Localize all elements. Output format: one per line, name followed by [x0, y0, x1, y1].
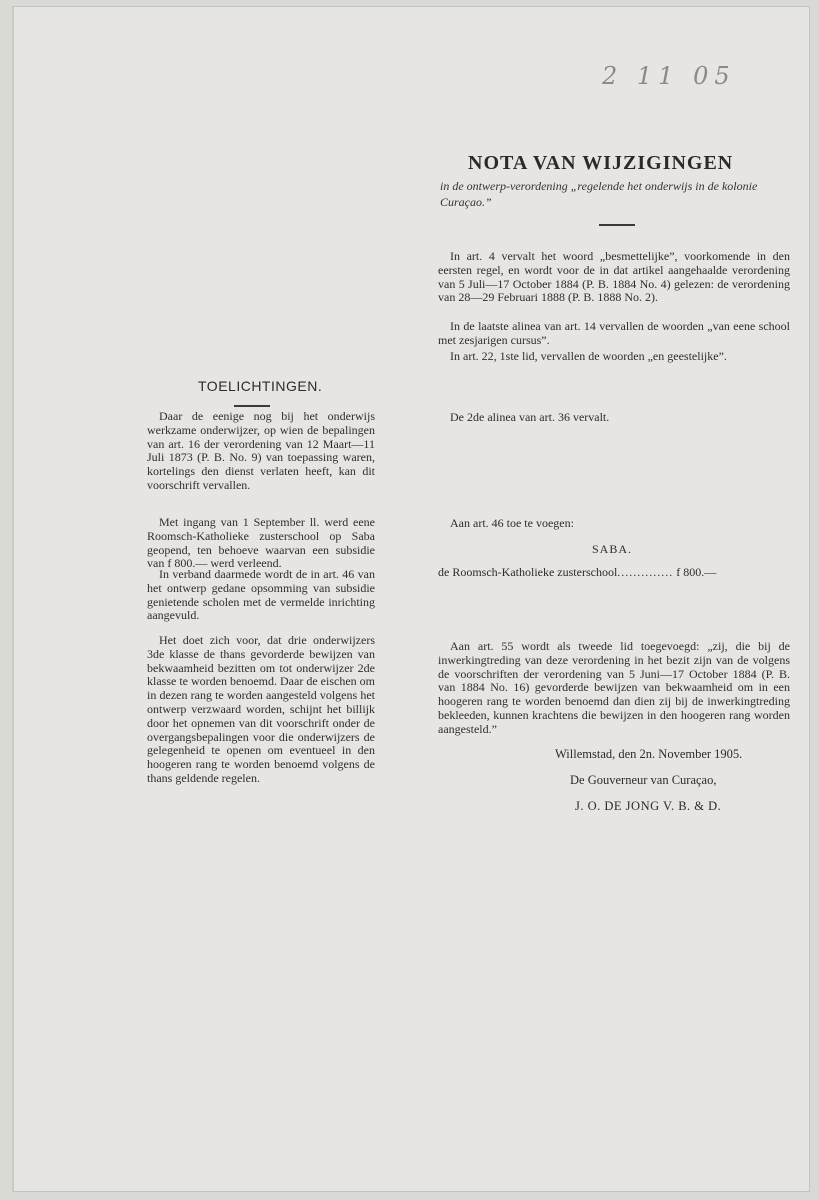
- amendment-art-14: In de laatste alinea van art. 14 vervallen de woorden „van eene school met zesjarigen cursus”.: [438, 319, 790, 347]
- governor-title: De Gouverneur van Curaçao,: [570, 773, 717, 787]
- document-title: NOTA VAN WIJZIGINGEN: [468, 152, 734, 174]
- handwritten-note: 2 11 05: [602, 62, 736, 90]
- explanation-paragraph-4: Het doet zich voor, dat drie onderwijzers 3de klasse de thans gevorderde bewijzen van bekwaamheid bezitten om tot onderwijzer 2de klasse te worden benoemd. Daar de eischen om in dezen rang te worden aangesteld volgens het ontwerp verzwaard worden, schijnt het billijk door het opnemen van dit voorschrift onder de overgangsbepalingen voor die onderwijzers de gelegenheid te openen om eventueel in den hoogeren rang te worden benoemd volgens de thans geldende regelen.: [147, 633, 375, 785]
- amendment-art-4: In art. 4 vervalt het woord „besmettelijke”, voorkomende in den eersten regel, en wordt voor de in dat artikel aangehaalde verordening van 5 Juli—17 October 1884 (P. B. 1884 No. 4) gelezen: de verordening van 28—29 Februari 1888 (P. B. 1888 No. 2).: [438, 249, 790, 305]
- document-page: [12, 6, 810, 1192]
- saba-subheading: SABA.: [592, 542, 633, 556]
- line-item-dots: ..............: [617, 565, 674, 579]
- subsidy-line-item: [438, 565, 800, 580]
- explanation-paragraph-1: Daar de eenige nog bij het onderwijs werkzame onderwijzer, op wien de bepalingen van art. 16 der verordening van 12 Maart—11 Juli 1873 (P. B. No. 9) van toepassing waren, kortelings den dienst verlaten heeft, kan dit voorschrift vervallen.: [147, 409, 375, 492]
- signature-name: J. O. DE JONG V. B. & D.: [575, 799, 722, 813]
- explanation-paragraph-3: In verband daarmede wordt de in art. 46 van het ontwerp gedane opsomming van subsidie genietende scholen met de vermelde inrichting aangevuld.: [147, 567, 375, 623]
- explanation-paragraph-2: Met ingang van 1 September ll. werd eene Roomsch-Katholieke zusterschool op Saba geopend, ten behoeve waarvan een subsidie van f 800.— werd verleend.: [147, 515, 375, 571]
- heading-divider: [234, 405, 270, 407]
- document-subtitle: in de ontwerp-verordening „regelende het onderwijs in de kolonie Curaçao.”: [440, 179, 758, 209]
- line-item-label: de Roomsch-Katholieke zusterschool: [438, 565, 618, 579]
- amendment-art-55: Aan art. 55 wordt als tweede lid toegevoegd: „zij, die bij de inwerkingtreding van deze verordening in het bezit zijn van de volgens de voorschriften der verordening van 5 Juni—17 October 1884 (P. B. van 1884 No. 16) gevorderde bewijzen van bekwaamheid om in een hoogeren rang te worden benoemd dan dien zij bij de inwerkingtreding bekleeden, kunnen krachtens die bewijzen in den hoogeren rang worden aangesteld.”: [438, 639, 790, 736]
- title-divider: [599, 224, 635, 226]
- line-item-amount: f 800.—: [676, 565, 717, 579]
- toelichtingen-heading: TOELICHTINGEN.: [198, 378, 323, 394]
- amendment-art-22: In art. 22, 1ste lid, vervallen de woorden „en geestelijke”.: [450, 349, 727, 363]
- amendment-art-36: De 2de alinea van art. 36 vervalt.: [450, 410, 610, 424]
- place-date: Willemstad, den 2n. November 1905.: [555, 747, 743, 761]
- amendment-art-46: Aan art. 46 toe te voegen:: [450, 516, 574, 530]
- page-edge: [12, 6, 14, 1192]
